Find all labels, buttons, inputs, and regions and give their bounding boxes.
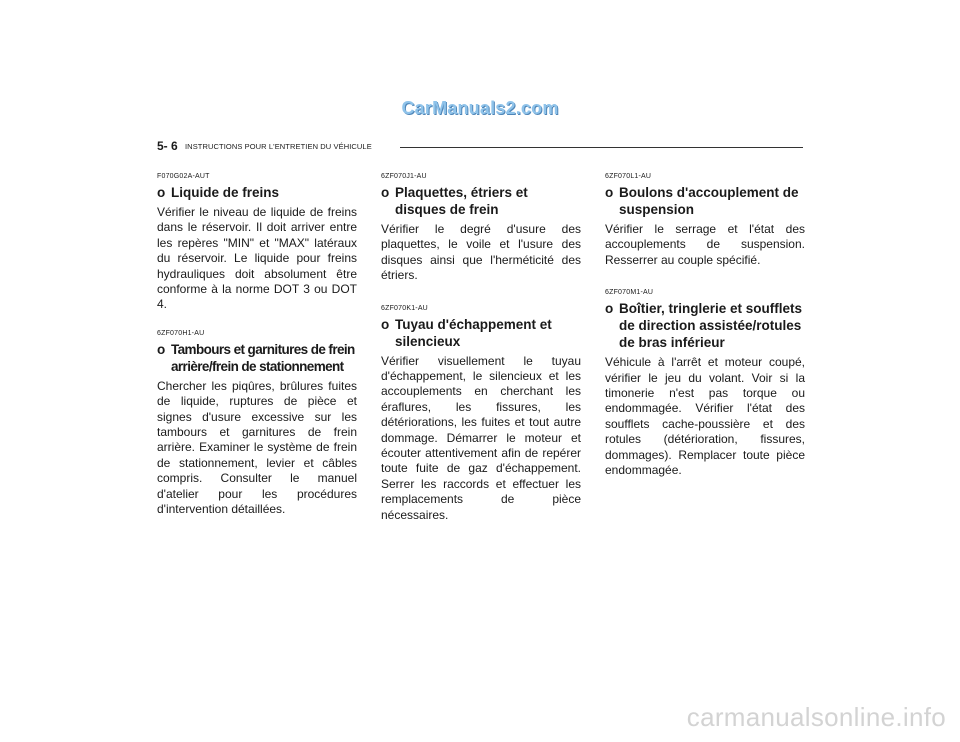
section-brake-pads [381,172,581,284]
header-divider [400,147,803,148]
bullet: o [605,301,614,317]
reference-code: 6ZF070J1-AU [381,173,427,180]
column-1 [157,172,357,532]
section-body: Véhicule à l'arrêt et moteur coupé, vérifier le jeu du volant. Voir si la timonerie n'est pas torque ou endommagée. Vérifier l'état des soufflets cache-poussière et des rotules (détérioration, fissures, dommages). Remplacer toute pièce endommagée. [605,355,805,478]
page-header [157,139,803,155]
section-heading [381,184,581,218]
heading-text: Boîtier, tringlerie et soufflets de direction assistée/rotules de bras inférieur [619,301,803,351]
reference-code: 6ZF070L1-AU [605,173,652,180]
bullet: o [605,185,614,200]
section-rear-drums [157,329,357,518]
section-title: INSTRUCTIONS POUR L'ENTRETIEN DU VÉHICULE [185,142,372,151]
section-exhaust [381,304,581,523]
heading-text: Boulons d'accouplement de suspension [619,185,799,217]
column-3 [605,172,805,492]
reference-code: F070G02A-AUT [157,173,210,180]
heading-text: Tuyau d'échappement et silencieux [395,316,552,349]
section-steering [605,288,805,478]
section-heading [157,341,357,375]
section-suspension-bolts [605,172,805,268]
section-heading [605,300,805,351]
section-body: Vérifier le degré d'usure des plaquettes, le voile et l'usure des disques ainsi que l'herméticité des étriers. [381,222,581,283]
heading-text: Plaquettes, étriers et disques de frein [395,185,528,217]
section-body: Chercher les piqûres, brûlures fuites de liquide, ruptures de pièce et signes d'usure excessive sur les tambours et garnitures de frein arrière. Examiner le système de frein de stationnement, levier et câbles compris. Consulter le manuel d'atelier pour les procédures d'intervention détaillées. [157,378,357,517]
section-body: Vérifier le serrage et l'état des accouplements de suspension. Resserrer au couple spécifié. [605,222,805,267]
section-heading [605,184,805,218]
bullet: o [157,185,166,200]
section-heading [381,316,581,350]
bullet: o [157,341,165,357]
heading-text: Liquide de freins [171,185,280,200]
bullet: o [381,316,390,332]
reference-code: 6ZF070K1-AU [381,304,428,312]
column-2 [381,172,581,537]
section-body: Vérifier visuellement le tuyau d'échappement, le silencieux et les accouplements en cherchant les éraflures, les fissures, les détériorations, les fuites et tout autre dommage. Démarrer le moteur et écouter attentivement afin de repérer toute fuite de gaz d'échappement. Serrer les raccords et effectuer les remplacements de pièce nécessaires. [381,353,581,522]
watermark: carmanualsonline.info [686,702,946,732]
heading-text: Tambours et garnitures de frein arrière/frein de stationnement [171,341,355,374]
reference-code: 6ZF070H1-AU [157,329,205,337]
section-heading [157,184,357,201]
reference-code: 6ZF070M1-AU [605,289,654,297]
section-body: Vérifier le niveau de liquide de freins dans le réservoir. Il doit arriver entre les repères "MIN" et "MAX" latéraux du réservoir. Le liquide pour freins hydrauliques doit absolument être conforme à la norme DOT 3 ou DOT 4. [157,205,357,312]
page-number: 5- 6 [157,139,178,153]
site-logo[interactable]: CarManuals2.com [401,98,559,118]
section-brake-fluid [157,172,357,313]
bullet: o [381,185,390,200]
